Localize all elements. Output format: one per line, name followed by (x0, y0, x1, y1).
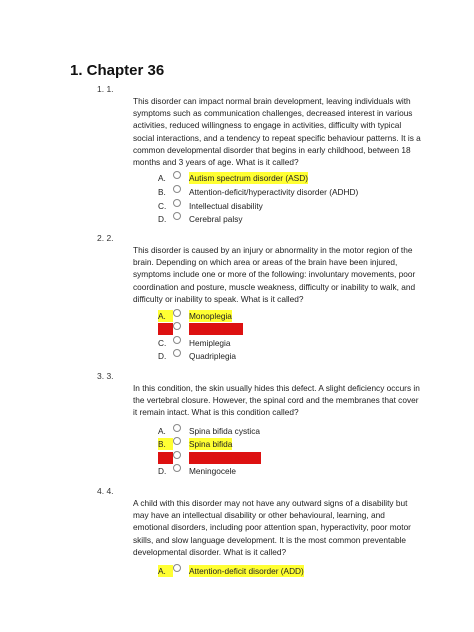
radio-icon[interactable] (173, 171, 181, 179)
option[interactable] (158, 200, 263, 212)
option-text: Attention-deficit disorder (ADD) (189, 566, 304, 576)
option-letter: D. (158, 351, 167, 361)
option[interactable] (158, 337, 231, 349)
radio-icon[interactable] (173, 185, 181, 193)
option[interactable] (158, 452, 261, 464)
option[interactable] (158, 323, 243, 335)
radio-icon[interactable] (173, 349, 181, 357)
option-text: Cerebral palsy (189, 214, 243, 224)
chapter-title: 1. Chapter 36 (70, 62, 165, 79)
option-letter: C. (158, 452, 173, 464)
option-letter: C. (158, 201, 167, 211)
option-letter: A. (158, 565, 173, 577)
radio-icon[interactable] (173, 451, 181, 459)
question-text: In this condition, the skin usually hides this defect. A slight deficiency occurs in the vertebral closure. However, the spinal cord and the membranes that cover it remain intact. What is this condition called? (133, 383, 420, 418)
option-text: Autism spectrum disorder (ASD) (189, 173, 308, 183)
radio-icon[interactable] (173, 464, 181, 472)
option-letter: B. (158, 323, 173, 335)
question-text: This disorder can impact normal brain development, leaving individuals with symptoms such as communication challenges, decreased interest in various activities, reduced willingness to engage in activities, difficulty with typical social interactions, and a tendency to repeat specific behaviour patterns. It is a common developmental disorder that begins in early childhood, between 18 months and 3 years of age. What is it called? (133, 96, 421, 168)
option[interactable] (158, 438, 232, 450)
option[interactable] (158, 425, 260, 437)
option-letter: C. (158, 338, 167, 348)
option-text: Meningocele (189, 466, 237, 476)
option-text: Quadriplegia (189, 351, 237, 361)
question-text: This disorder is caused by an injury or abnormality in the motor region of the brain. Depending on which area or areas of the brain have been injured, symptoms include one or more of the following: involuntary movements, poor coordination and posture, muscle weakness, difficulty or inability to walk, and difficulty or inability to speak. What is it called? (133, 245, 416, 304)
option-text: Hemiplegia (189, 338, 231, 348)
option-letter: A. (158, 426, 166, 436)
radio-icon[interactable] (173, 322, 181, 330)
radio-icon[interactable] (173, 212, 181, 220)
radio-icon[interactable] (173, 336, 181, 344)
option-letter: D. (158, 214, 167, 224)
option-text: Intellectual disability (189, 201, 263, 211)
option-text: Cerebral palsy (189, 324, 243, 334)
option[interactable] (158, 186, 358, 198)
option[interactable] (158, 172, 308, 184)
radio-icon[interactable] (173, 564, 181, 572)
question-number: 4. 4. (97, 486, 114, 496)
option-letter: B. (158, 187, 166, 197)
option[interactable] (158, 310, 232, 322)
question-text: A child with this disorder may not have any outward signs of a disability but may have an intellectual disability or other behavioural, learning, and emotional disorders, including poor attention span, hyperactivity, poor motor skills, and slow language development. It is the most common preventable developmental disorder. What is it called? (133, 498, 411, 557)
radio-icon[interactable] (173, 199, 181, 207)
option-text: Monoplegia (189, 311, 232, 321)
option-letter: A. (158, 310, 173, 322)
option[interactable] (158, 565, 304, 577)
option-text: Spina bifida occulta (189, 453, 261, 463)
option-text: Spina bifida cystica (189, 426, 261, 436)
radio-icon[interactable] (173, 309, 181, 317)
question-number: 1. 1. (97, 84, 114, 94)
question-number: 3. 3. (97, 371, 114, 381)
option[interactable] (158, 213, 243, 225)
radio-icon[interactable] (173, 424, 181, 432)
option-letter: A. (158, 173, 166, 183)
question-number: 2. 2. (97, 233, 114, 243)
option-text: Attention-deficit/hyperactivity disorder (ADHD) (189, 187, 359, 197)
option-letter: D. (158, 466, 167, 476)
option-letter: B. (158, 438, 173, 450)
option[interactable] (158, 465, 236, 477)
option[interactable] (158, 350, 236, 362)
option-text: Spina bifida (189, 439, 233, 449)
radio-icon[interactable] (173, 437, 181, 445)
